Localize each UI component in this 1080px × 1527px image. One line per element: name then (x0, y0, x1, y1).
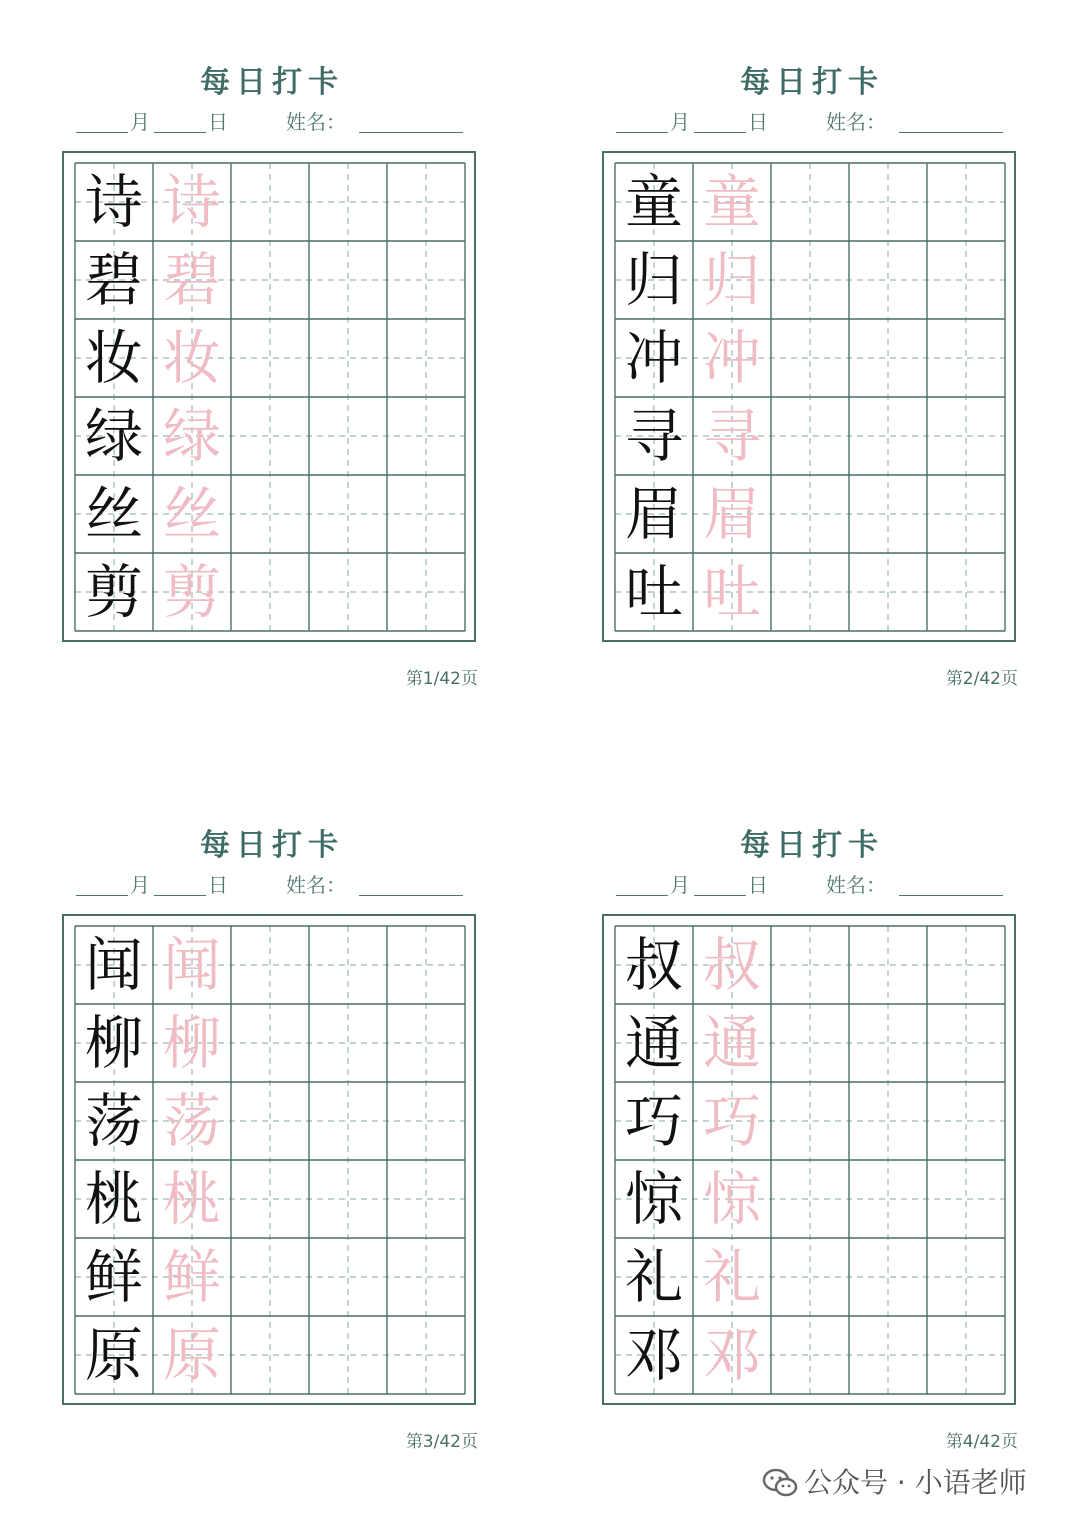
practice-sheet (602, 763, 1022, 1452)
page-number: 第1/42页 (405, 669, 478, 689)
trace-character: 绿 (162, 402, 221, 470)
practice-sheet (62, 0, 482, 689)
name-label: 姓名： (826, 873, 886, 897)
trace-character: 丝 (162, 480, 221, 548)
name-blank[interactable] (899, 895, 1003, 896)
trace-character: 鲜 (162, 1243, 221, 1311)
day-label: 日 (208, 110, 228, 134)
watermark-text: 公众号 · 小语老师 (804, 1466, 1027, 1499)
trace-character: 邓 (702, 1321, 761, 1389)
day-blank[interactable] (694, 895, 746, 896)
day-label: 日 (208, 873, 228, 897)
writing-grid-frame (602, 914, 1016, 1405)
model-character: 柳 (84, 1009, 143, 1077)
model-character: 桃 (84, 1165, 143, 1233)
day-blank[interactable] (154, 895, 206, 896)
month-blank[interactable] (76, 895, 128, 896)
date-name-line (76, 110, 476, 136)
trace-character: 碧 (162, 246, 221, 314)
trace-character: 妆 (162, 324, 221, 392)
month-label: 月 (130, 110, 150, 134)
trace-character: 吐 (702, 558, 761, 626)
month-blank[interactable] (616, 895, 668, 896)
writing-grid-frame (62, 914, 476, 1405)
page-number: 第2/42页 (945, 669, 1018, 689)
model-character: 邓 (624, 1321, 683, 1389)
trace-character: 闻 (162, 931, 221, 999)
day-label: 日 (748, 873, 768, 897)
trace-character: 冲 (702, 324, 761, 392)
date-name-line (76, 873, 476, 899)
trace-character: 桃 (162, 1165, 221, 1233)
trace-character: 柳 (162, 1009, 221, 1077)
trace-character: 原 (162, 1321, 221, 1389)
wechat-icon (762, 1467, 798, 1499)
month-label: 月 (130, 873, 150, 897)
model-character: 通 (624, 1009, 683, 1077)
trace-character: 巧 (702, 1087, 761, 1155)
day-label: 日 (748, 110, 768, 134)
day-blank[interactable] (154, 132, 206, 133)
model-character: 原 (84, 1321, 143, 1389)
model-character: 碧 (84, 246, 143, 314)
writing-grid-frame (602, 151, 1016, 642)
trace-character: 惊 (702, 1165, 761, 1233)
model-character: 剪 (84, 558, 143, 626)
model-character: 妆 (84, 324, 143, 392)
model-character: 绿 (84, 402, 143, 470)
model-character: 冲 (624, 324, 683, 392)
model-character: 诗 (84, 168, 143, 236)
practice-sheet (602, 0, 1022, 689)
month-blank[interactable] (616, 132, 668, 133)
trace-character: 寻 (702, 402, 761, 470)
writing-grid-frame (62, 151, 476, 642)
page-number: 第4/42页 (945, 1432, 1018, 1452)
model-character: 荡 (84, 1087, 143, 1155)
date-name-line (616, 873, 1016, 899)
model-character: 丝 (84, 480, 143, 548)
name-blank[interactable] (359, 132, 463, 133)
month-label: 月 (670, 873, 690, 897)
model-character: 寻 (624, 402, 683, 470)
model-character: 童 (624, 168, 683, 236)
practice-sheet (62, 763, 482, 1452)
model-character: 惊 (624, 1165, 683, 1233)
watermark (762, 1463, 1062, 1503)
model-character: 鲜 (84, 1243, 143, 1311)
trace-character: 荡 (162, 1087, 221, 1155)
model-character: 吐 (624, 558, 683, 626)
page-number: 第3/42页 (405, 1432, 478, 1452)
sheet-title: 每日打卡 (740, 65, 884, 100)
trace-character: 童 (702, 168, 761, 236)
name-label: 姓名： (286, 110, 346, 134)
name-blank[interactable] (899, 132, 1003, 133)
trace-character: 归 (702, 246, 761, 314)
sheet-title: 每日打卡 (740, 828, 884, 863)
model-character: 闻 (84, 931, 143, 999)
name-label: 姓名： (826, 110, 886, 134)
month-label: 月 (670, 110, 690, 134)
trace-character: 通 (702, 1009, 761, 1077)
model-character: 眉 (624, 480, 683, 548)
name-blank[interactable] (359, 895, 463, 896)
trace-character: 眉 (702, 480, 761, 548)
trace-character: 诗 (162, 168, 221, 236)
sheet-title: 每日打卡 (200, 65, 344, 100)
name-label: 姓名： (286, 873, 346, 897)
model-character: 巧 (624, 1087, 683, 1155)
month-blank[interactable] (76, 132, 128, 133)
trace-character: 礼 (702, 1243, 761, 1311)
date-name-line (616, 110, 1016, 136)
trace-character: 叔 (702, 931, 761, 999)
model-character: 归 (624, 246, 683, 314)
model-character: 叔 (624, 931, 683, 999)
day-blank[interactable] (694, 132, 746, 133)
trace-character: 剪 (162, 558, 221, 626)
sheet-title: 每日打卡 (200, 828, 344, 863)
model-character: 礼 (624, 1243, 683, 1311)
